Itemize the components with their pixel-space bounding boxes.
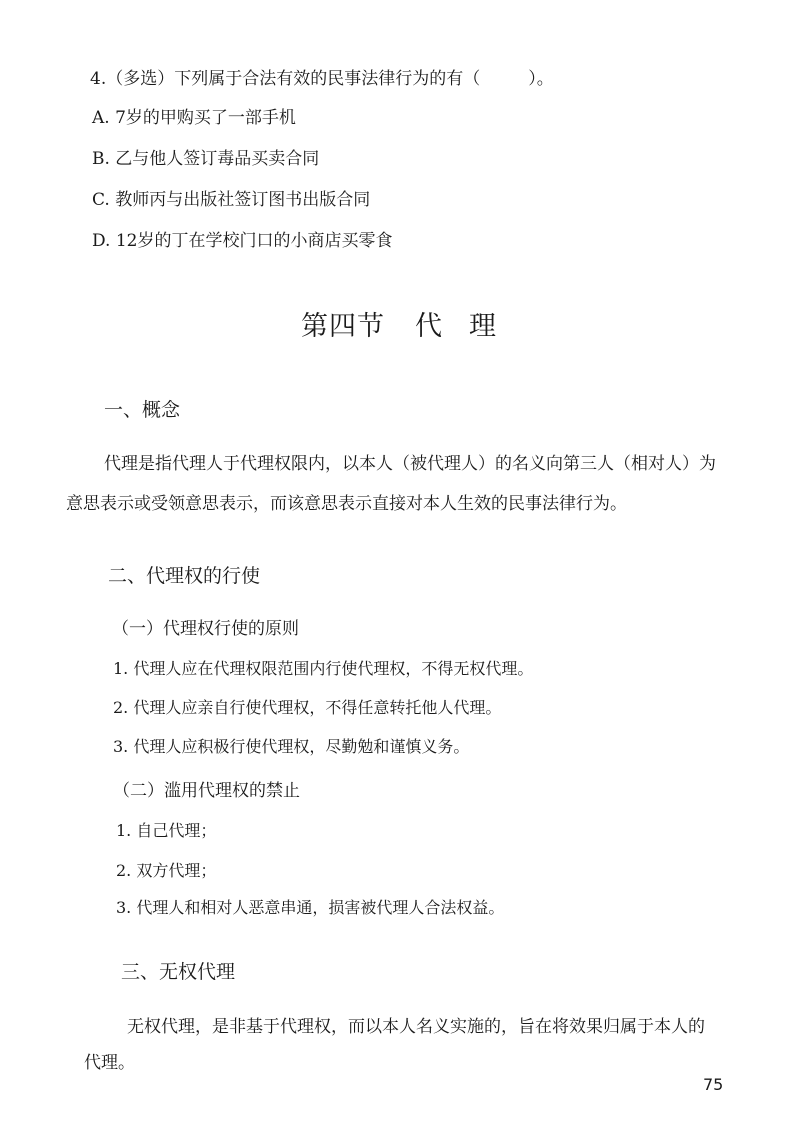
question-option-c: C. 教师丙与出版社签订图书出版合同 — [92, 190, 371, 210]
concept-text-line-1: 代理是指代理人于代理权限内，以本人（被代理人）的名义向第三人（相对人）为 — [104, 454, 716, 474]
question-stem — [90, 71, 554, 88]
subheading-abuse-prohibition: （二）滥用代理权的禁止 — [113, 781, 300, 801]
unauthorized-text-line-2: 代理。 — [84, 1053, 135, 1073]
principle-item: 3. 代理人应积极行使代理权，尽勤勉和谨慎义务。 — [113, 737, 470, 756]
principle-item: 1. 代理人应在代理权限范围内行使代理权，不得无权代理。 — [113, 659, 534, 678]
heading-exercise: 二、代理权的行使 — [108, 565, 261, 587]
heading-concept: 一、概念 — [104, 399, 181, 421]
subheading-principles: （一）代理权行使的原则 — [112, 619, 299, 639]
question-option-a: A. 7岁的甲购买了一部手机 — [92, 108, 296, 128]
section-title — [301, 313, 497, 340]
question-option-b: B. 乙与他人签订毒品买卖合同 — [92, 149, 320, 169]
abuse-item: 1. 自己代理； — [116, 821, 217, 840]
question-prefix: 4.（多选）下列属于合法有效的民事法律行为的有（ — [90, 69, 481, 89]
section-title-number: 第四节 — [301, 311, 385, 342]
page-number: 75 — [703, 1075, 724, 1094]
section-title-char-1: 代 — [415, 311, 443, 342]
abuse-item: 2. 双方代理； — [116, 861, 217, 880]
heading-unauthorized-agency: 三、无权代理 — [121, 961, 236, 983]
principle-item: 2. 代理人应亲自行使代理权，不得任意转托他人代理。 — [113, 698, 502, 717]
section-title-char-2: 理 — [469, 311, 497, 342]
abuse-item: 3. 代理人和相对人恶意串通，损害被代理人合法权益。 — [116, 898, 505, 917]
concept-text-line-2: 意思表示或受领意思表示，而该意思表示直接对本人生效的民事法律行为。 — [66, 494, 627, 514]
unauthorized-text-line-1: 无权代理，是非基于代理权，而以本人名义实施的，旨在将效果归属于本人的 — [127, 1017, 705, 1037]
question-option-d: D. 12岁的丁在学校门口的小商店买零食 — [92, 231, 393, 251]
question-suffix: ）。 — [528, 69, 554, 89]
